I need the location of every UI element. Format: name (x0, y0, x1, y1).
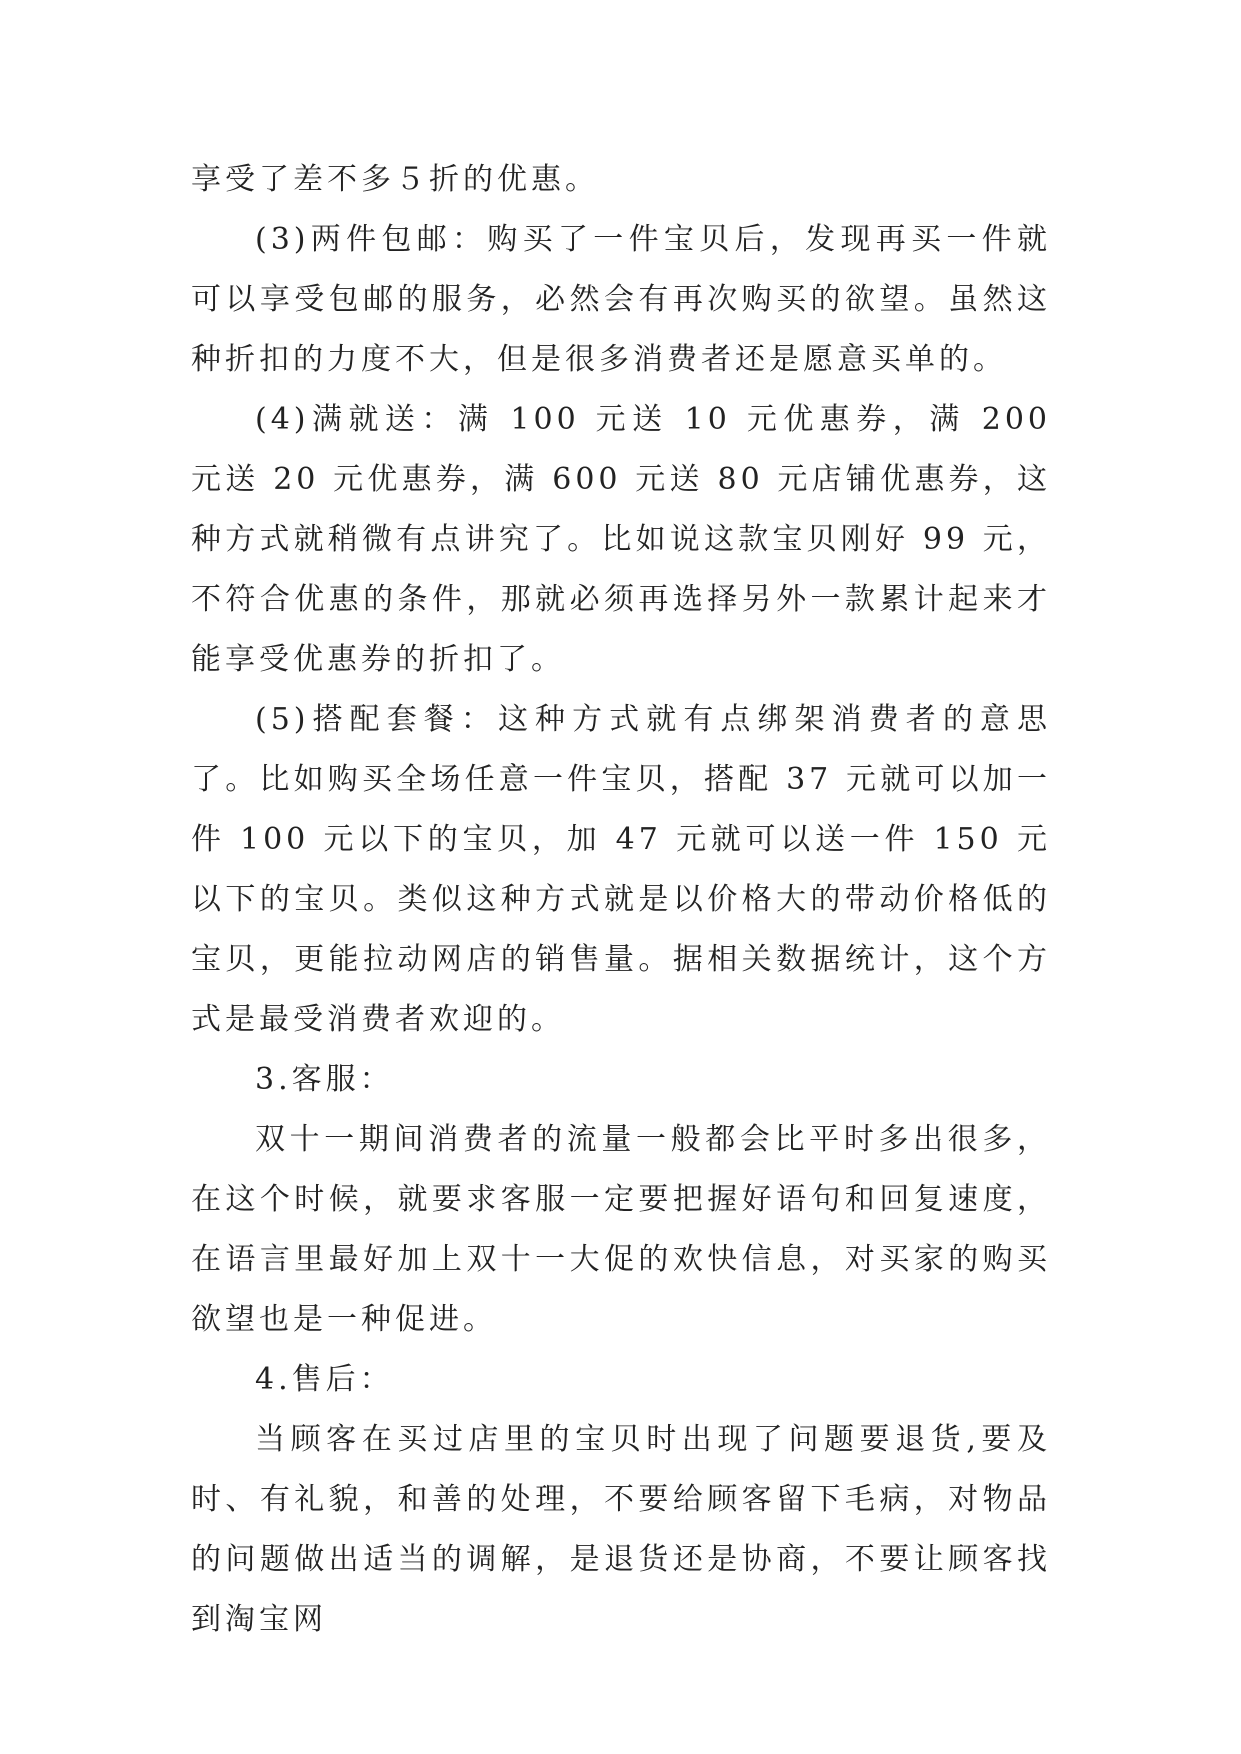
paragraph-spend-and-get: (4)满就送：满 100 元送 10 元优惠券，满 200 元送 20 元优惠券，满 600 元送 80 元店铺优惠券，这种方式就稍微有点讲究了。比如说这款宝贝刚好 99 元，不符合优惠的条件，那就必须再选择另外一款累计起来才能享受优惠券的折扣了。 (191, 402, 1051, 677)
heading-after-sales: 4.售后： (255, 1362, 394, 1397)
paragraph-free-shipping: (3)两件包邮：购买了一件宝贝后，发现再买一件就可以享受包邮的服务，必然会有再次购买的欲望。虽然这种折扣的力度不大，但是很多消费者还是愿意买单的。 (191, 222, 1051, 377)
paragraph-bundle-package: (5)搭配套餐：这种方式就有点绑架消费者的意思了。比如购买全场任意一件宝贝，搭配 37 元就可以加一件 100 元以下的宝贝，加 47 元就可以送一件 150 元以下的宝贝。类似这种方式就是以价格大的带动价格低的宝贝，更能拉动网店的销售量。据相关数据统计，这个方式是最受消费者欢迎的。 (191, 702, 1051, 1037)
paragraph-discount-summary: 享受了差不多５折的优惠。 (191, 162, 599, 197)
heading-customer-service: 3.客服： (255, 1062, 394, 1097)
paragraph-after-sales: 当顾客在买过店里的宝贝时出现了问题要退货,要及时、有礼貌，和善的处理，不要给顾客留下毛病，对物品的问题做出适当的调解，是退货还是协商，不要让顾客找到淘宝网 (191, 1422, 1051, 1637)
paragraph-customer-service: 双十一期间消费者的流量一般都会比平时多出很多，在这个时候，就要求客服一定要把握好语句和回复速度，在语言里最好加上双十一大促的欢快信息，对买家的购买欲望也是一种促进。 (191, 1122, 1051, 1337)
document-body (191, 150, 1051, 1650)
